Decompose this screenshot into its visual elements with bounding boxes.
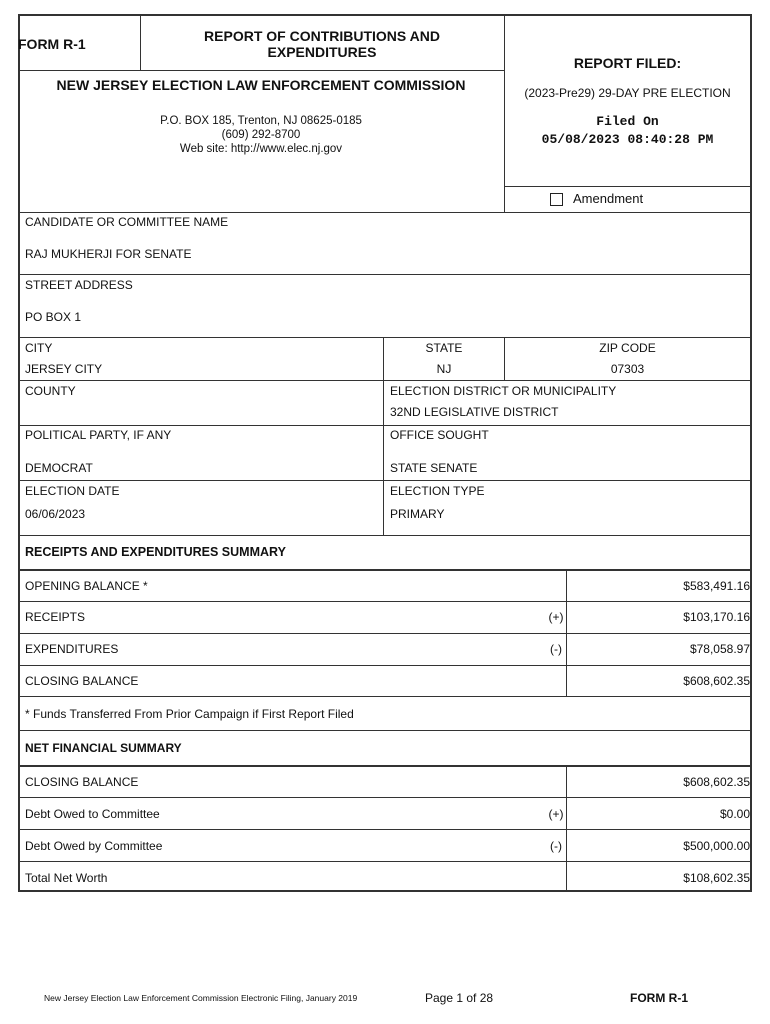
net-row-sign: (+) [548, 807, 564, 821]
party-label: POLITICAL PARTY, IF ANY [25, 428, 172, 442]
district-label: ELECTION DISTRICT OR MUNICIPALITY [390, 384, 617, 398]
filed-on-value: 05/08/2023 08:40:28 PM [541, 132, 714, 147]
filed-on-label: Filed On [596, 114, 659, 129]
summary-row-label: EXPENDITURES [25, 642, 119, 656]
zip-label: ZIP CODE [599, 341, 656, 355]
commission-phone: (609) 292-8700 [221, 129, 301, 141]
net-row-sign: (-) [550, 839, 562, 853]
zip-value: 07303 [610, 362, 645, 376]
net-row-amount: $108,602.35 [683, 871, 750, 885]
commission-contact [18, 114, 504, 156]
street-label: STREET ADDRESS [25, 278, 133, 292]
street-value: PO BOX 1 [25, 310, 82, 324]
summary-row-label: RECEIPTS [25, 610, 86, 624]
summary-row-amount: $78,058.97 [689, 642, 750, 656]
summary-row-label: CLOSING BALANCE [25, 674, 139, 688]
net-heading: NET FINANCIAL SUMMARY [25, 741, 182, 755]
summary-row-sign: (+) [548, 610, 564, 624]
footer-note: New Jersey Election Law Enforcement Commission Electronic Filing, January 2019 [44, 993, 358, 1003]
election-date-label: ELECTION DATE [25, 484, 120, 498]
net-row-label: Debt Owed by Committee [25, 839, 163, 853]
net-row-label: CLOSING BALANCE [25, 775, 139, 789]
footer-form-id: FORM R-1 [630, 991, 688, 1005]
net-row-amount: $0.00 [719, 807, 750, 821]
net-row-amount: $500,000.00 [683, 839, 750, 853]
candidate-name-label: CANDIDATE OR COMMITTEE NAME [25, 215, 229, 229]
amendment-label: Amendment [573, 191, 644, 206]
report-type: (2023-Pre29) 29-DAY PRE ELECTION [524, 86, 731, 100]
county-label: COUNTY [25, 384, 76, 398]
office-label: OFFICE SOUGHT [390, 428, 489, 442]
net-row-amount: $608,602.35 [683, 775, 750, 789]
commission-website: Web site: http://www.elec.nj.gov [179, 143, 343, 155]
report-title-line2: EXPENDITURES [267, 44, 377, 60]
summary-row-label: OPENING BALANCE * [25, 579, 148, 593]
summary-row-amount: $583,491.16 [683, 579, 750, 593]
party-value: DEMOCRAT [25, 461, 93, 475]
report-title [140, 28, 504, 60]
net-row-label: Total Net Worth [25, 871, 108, 885]
election-type-value: PRIMARY [390, 507, 445, 521]
summary-footnote: * Funds Transferred From Prior Campaign if First Report Filed [25, 707, 354, 721]
summary-row-sign: (-) [550, 642, 562, 656]
summary-heading: RECEIPTS AND EXPENDITURES SUMMARY [25, 545, 286, 559]
candidate-name: RAJ MUKHERJI FOR SENATE [25, 247, 192, 261]
report-title-line1: REPORT OF CONTRIBUTIONS AND [204, 28, 440, 44]
election-date-value: 06/06/2023 [25, 507, 86, 521]
city-value: JERSEY CITY [25, 362, 103, 376]
summary-row-amount: $608,602.35 [683, 674, 750, 688]
office-value: STATE SENATE [390, 461, 478, 475]
amendment-checkbox[interactable] [550, 193, 563, 206]
district-value: 32ND LEGISLATIVE DISTRICT [390, 405, 559, 419]
form-id: FORM R-1 [18, 36, 86, 52]
page-number: Page 1 of 28 [425, 991, 494, 1005]
city-label: CITY [25, 341, 53, 355]
election-type-label: ELECTION TYPE [390, 484, 485, 498]
state-label: STATE [425, 341, 463, 355]
state-value: NJ [436, 362, 452, 376]
net-row-label: Debt Owed to Committee [25, 807, 160, 821]
report-filed-label: REPORT FILED: [573, 55, 682, 71]
commission-name: NEW JERSEY ELECTION LAW ENFORCEMENT COMMISSION [56, 77, 466, 93]
summary-row-amount: $103,170.16 [683, 610, 750, 624]
commission-address: P.O. BOX 185, Trenton, NJ 08625-0185 [160, 115, 362, 127]
